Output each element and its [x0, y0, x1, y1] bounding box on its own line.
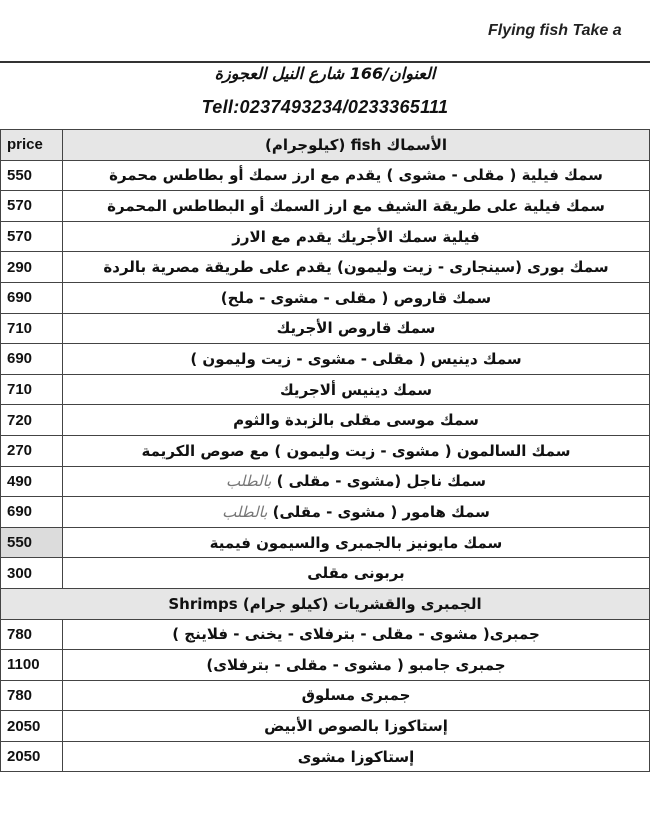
address-line: العنوان/166 شارع النيل العجوزة: [214, 64, 436, 83]
item-price: 300: [1, 558, 63, 589]
item-price: 690: [1, 497, 63, 528]
restaurant-name: Flying fish Take a: [488, 22, 622, 39]
item-name: إستاكوزا بالصوص الأبيض: [264, 717, 448, 736]
item-price: 1100: [1, 650, 63, 681]
item-name: سمك ناجل (مشوى - مقلى ): [276, 472, 486, 491]
item-price: 570: [1, 191, 63, 222]
item-price: 780: [1, 680, 63, 711]
menu-item-row: [1, 282, 650, 313]
item-price: 690: [1, 282, 63, 313]
item-price: 490: [1, 466, 63, 497]
item-name: فيلية سمك الأجريك يقدم مع الارز: [232, 227, 480, 246]
item-name: بربونى مقلى: [307, 564, 405, 583]
fish-section-header: [1, 130, 650, 161]
menu-item-row: [1, 160, 650, 191]
item-name-cell: [63, 160, 650, 191]
shrimp-section-title: الجمبرى والقشريات (كيلو جرام) Shrimps: [1, 588, 650, 619]
item-price: 720: [1, 405, 63, 436]
menu-item-row: [1, 527, 650, 558]
item-name-cell: [63, 191, 650, 222]
item-price: 2050: [1, 741, 63, 772]
item-name: سمك هامور ( مشوى - مقلى): [272, 502, 490, 521]
menu-item-row: [1, 405, 650, 436]
menu-item-row: [1, 252, 650, 283]
item-name-cell: [63, 252, 650, 283]
item-name-cell: [63, 374, 650, 405]
item-name: سمك فيلية ( مقلى - مشوى ) يقدم مع ارز سمك أو بطاطس محمرة: [109, 166, 603, 185]
item-price: 690: [1, 344, 63, 375]
menu-item-row: [1, 221, 650, 252]
item-name: سمك فيلية على طريقة الشيف مع ارز السمك أو البطاطس المحمرة: [107, 196, 605, 215]
item-name-cell: [63, 344, 650, 375]
item-name-cell: [63, 405, 650, 436]
item-name: سمك دينيس ( مقلى - مشوى - زيت وليمون ): [190, 349, 522, 368]
shrimp-section-header: [1, 588, 650, 619]
menu-item-row: [1, 650, 650, 681]
item-name-cell: [63, 527, 650, 558]
item-price: 270: [1, 435, 63, 466]
menu-item-row: [1, 680, 650, 711]
fish-section-title: الأسماك fish (كيلوجرام): [63, 130, 650, 161]
item-price: 550: [1, 527, 63, 558]
item-price: 780: [1, 619, 63, 650]
item-price: 2050: [1, 711, 63, 742]
menu-item-row: [1, 497, 650, 528]
menu-item-row: [1, 619, 650, 650]
item-name-cell: [63, 619, 650, 650]
item-name: سمك قاروص الأجريك: [276, 319, 436, 338]
menu-table: [0, 129, 650, 772]
item-name-cell: [63, 558, 650, 589]
item-name-cell: [63, 650, 650, 681]
item-name: سمك بورى (سينجارى - زيت وليمون) يقدم على طريقة مصرية بالردة: [103, 258, 609, 277]
item-name: سمك موسى مقلى بالزبدة والثوم: [233, 411, 479, 430]
menu-item-row: [1, 558, 650, 589]
item-name-cell: [63, 435, 650, 466]
item-name-cell: [63, 741, 650, 772]
menu-item-row: [1, 374, 650, 405]
item-price: 570: [1, 221, 63, 252]
price-column-header: price: [1, 130, 63, 161]
item-name: جمبرى( مشوى - مقلى - بترفلاى - يخنى - فلاينج ): [172, 625, 540, 644]
menu-item-row: [1, 344, 650, 375]
item-note: بالطلب: [222, 502, 268, 521]
item-name: جمبرى مسلوق: [301, 686, 411, 705]
item-price: 290: [1, 252, 63, 283]
item-name-cell: [63, 497, 650, 528]
item-name-cell: [63, 313, 650, 344]
menu-item-row: [1, 741, 650, 772]
menu-item-row: [1, 711, 650, 742]
item-name-cell: [63, 282, 650, 313]
item-price: 550: [1, 160, 63, 191]
item-price: 710: [1, 374, 63, 405]
menu-item-row: [1, 466, 650, 497]
item-note: بالطلب: [226, 472, 272, 491]
item-name-cell: [63, 221, 650, 252]
item-name: سمك السالمون ( مشوى - زيت وليمون ) مع صوص الكريمة: [141, 441, 571, 460]
menu-item-row: [1, 191, 650, 222]
item-name: سمك دينيس ألاجريك: [279, 380, 433, 399]
item-name: جمبرى جامبو ( مشوى - مقلى - بترفلاى): [206, 655, 506, 674]
item-name: إستاكوزا مشوى: [297, 747, 415, 766]
phone-line: Tell:0237493234/0233365111: [201, 97, 449, 117]
menu-item-row: [1, 435, 650, 466]
item-name-cell: [63, 680, 650, 711]
item-name-cell: [63, 466, 650, 497]
item-name: سمك مايونيز بالجمبرى والسيمون فيمية: [209, 533, 503, 552]
menu-item-row: [1, 313, 650, 344]
header-divider: [0, 61, 650, 63]
item-price: 710: [1, 313, 63, 344]
item-name-cell: [63, 711, 650, 742]
item-name: سمك قاروص ( مقلى - مشوى - ملح): [220, 288, 492, 307]
